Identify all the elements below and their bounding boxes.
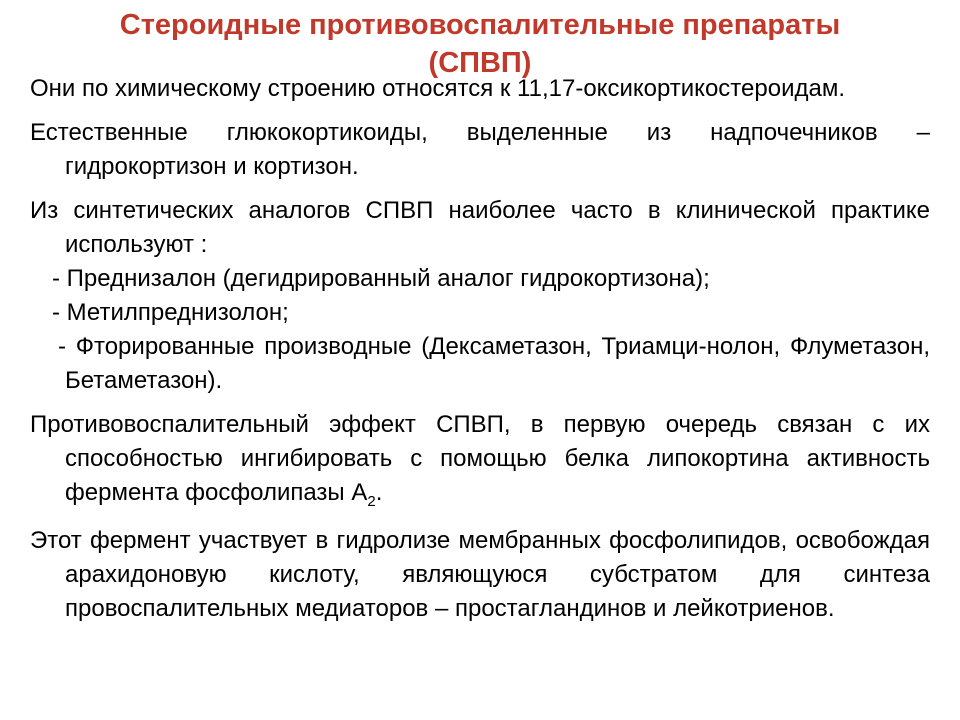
paragraph-synthetic-analogs: Из синтетических аналогов СПВП наиболее часто в клинической практике используют : — [30, 197, 930, 258]
paragraph-natural-glucocorticoids: Естественные глюкокортикоиды, выделенные из надпочечников – гидрокортизон и кортизон. — [30, 119, 930, 180]
slide-body — [30, 72, 930, 626]
bullet-methylprednisolone: - Метилпреднизолон; — [52, 299, 289, 326]
bullet-fluorinated-derivatives: - Фторированные производные (Дексаметазон, Триамци-нолон, Флуметазон, Бетаметазон). — [58, 333, 930, 394]
bullet-prednisolone: - Преднизалон (дегидрированный аналог гидрокортизона); — [52, 265, 710, 292]
slide-title-line2: (СПВП) — [428, 47, 532, 79]
paragraph-anti-inflammatory-effect — [30, 408, 930, 510]
effect-text: Противовоспалительный эффект СПВП, в первую очередь связан с их способностью ингибировать с помощью белка липокортина активность фермента фосфолипазы А — [30, 411, 930, 506]
paragraph-enzyme-hydrolysis: Этот фермент участвует в гидролизе мембранных фосфолипидов, освобождая арахидоновую кислоту, являющуюся субстратом для синтеза провоспалительных медиаторов – простагландинов и лейкотриенов. — [30, 527, 930, 622]
effect-period: . — [375, 479, 383, 506]
slide-title-line1: Стероидные противовоспалительные препараты — [119, 9, 841, 41]
slide-title — [40, 6, 920, 82]
effect-subscript: 2 — [367, 492, 376, 510]
paragraph-chemical-structure: Они по химическому строению относятся к 11,17-оксикортикостероидам. — [30, 75, 845, 102]
